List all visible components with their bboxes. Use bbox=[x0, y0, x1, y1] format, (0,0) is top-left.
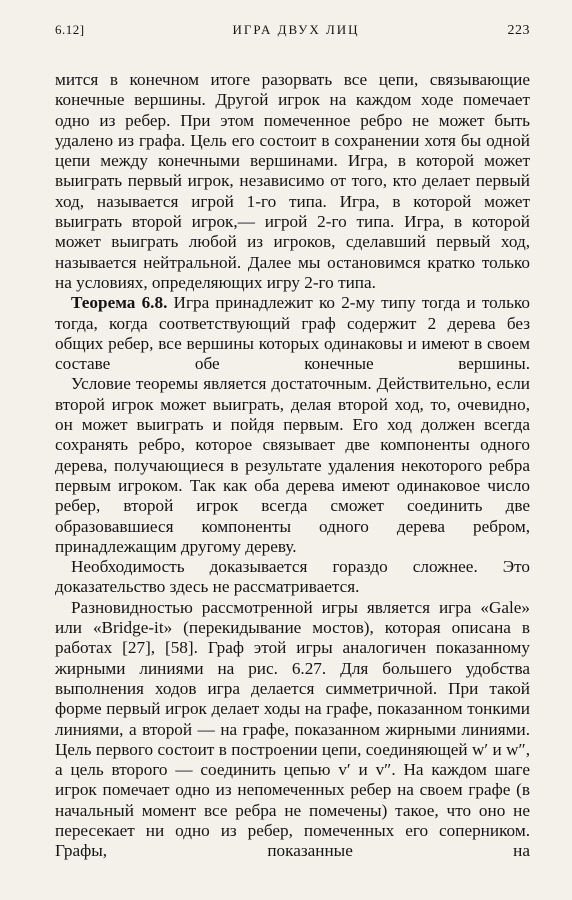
paragraph-continuation: мится в конечном итоге разорвать все цепи, связывающие конечные вершины. Другой игрок на каждом ходе помечает одно из ребер. При этом помеченное ребро не может быть удалено из графа. Цель его состоит в сохранении хотя бы одной цепи между конечными вершинами. Игра, в которой может выиграть первый игрок, независимо от того, кто делает первый ход, называется игрой 1-го типа. Игра, в которой может выиграть второй игрок,— игрой 2-го типа. Игра, в которой может выиграть любой из игроков, сделавший первый ход, называется нейтральной. Далее мы остановимся кратко только на условиях, определяющих игру 2-го типа. bbox=[55, 70, 530, 292]
necessity-paragraph: Необходимость доказывается гораздо сложнее. Это доказательство здесь не рассматривается. bbox=[55, 557, 530, 597]
body-text bbox=[55, 70, 530, 862]
section-number: 6.12] bbox=[55, 22, 85, 37]
proof-paragraph: Условие теоремы является достаточным. Действительно, если второй игрок может выиграть, делая второй ход, то, очевидно, он может выиграть и пойдя первым. Его ход должен всегда сохранять ребро, которое связывает две компоненты одного дерева, получающиеся в результате удаления некоторого ребра первым игроком. Так как оба дерева имеют одинаковое число ребер, второй игрок всегда сможет соединить две образовавшиеся компоненты одного дерева ребром, принадлежащим другому дереву. bbox=[55, 374, 530, 556]
running-head bbox=[55, 22, 530, 44]
page-number: 223 bbox=[507, 23, 530, 38]
theorem-paragraph bbox=[55, 293, 530, 374]
running-title: ИГРА ДВУХ ЛИЦ bbox=[232, 22, 360, 37]
bridge-it-paragraph: Разновидностью рассмотренной игры является игра «Gale» или «Bridge-it» (перекидывание мостов), которая описана в работах [27], [58]. Граф этой игры аналогичен показанному жирными линиями на рис. 6.27. Для большего удобства выполнения ходов игра делается симметричной. При такой форме первый игрок делает ходы на графе, показанном тонкими линиями, а второй — на графе, показанном жирными линиями. Цель первого состоит в построении цепи, соединяющей w′ и w″, а цель второго — соединить цепью v′ и v″. На каждом шаге игрок помечает одно из непомеченных ребер на своем графе (в начальный момент все ребра не помечены) такое, что оно не пересекает ни одно из ребер, помеченных его соперником. Графы, показанные на bbox=[55, 597, 530, 861]
theorem-label: Теорема 6.8. bbox=[71, 293, 168, 313]
theorem-statement: Игра принадлежит ко 2-му типу тогда и только тогда, когда соответствующий граф содержит 2 дерева без общих ребер, все вершины которых одинаковы и имеют в своем составе обе конечные вершины. bbox=[55, 293, 530, 374]
